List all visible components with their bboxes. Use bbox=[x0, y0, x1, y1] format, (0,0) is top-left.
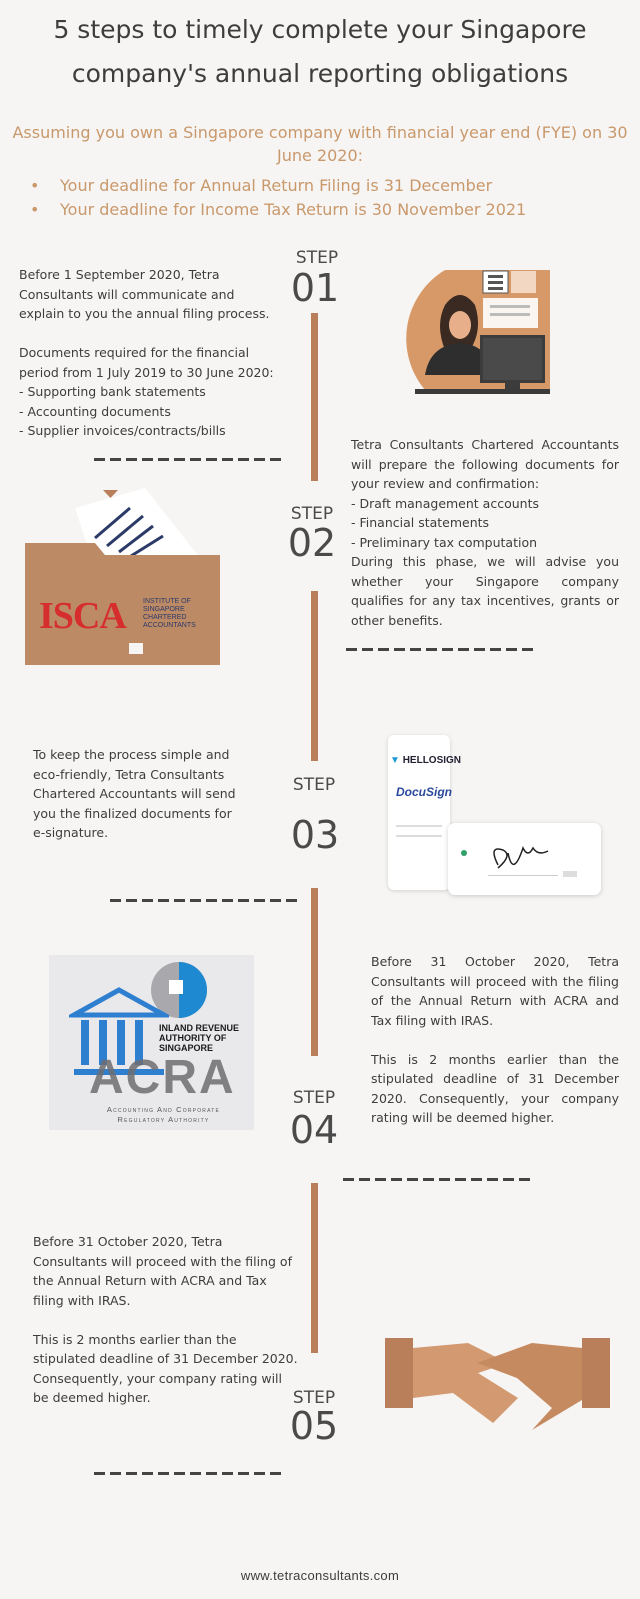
timeline-line bbox=[311, 591, 318, 761]
handshake-icon bbox=[385, 1333, 610, 1433]
divider bbox=[94, 458, 284, 461]
step-4-text: Before 31 October 2020, Tetra Consultants will proceed with the filing of the Annual Return with ACRA and Tax filing with IRAS. This is 2 months earlier than the stipulated deadline of 31 December 2020. Consequently, your company rating will be deemed higher. bbox=[371, 954, 619, 1125]
timeline-line bbox=[311, 313, 318, 481]
deadline-item: • Your deadline for Annual Return Filing is 31 December bbox=[30, 174, 526, 198]
step-1-text: Before 1 September 2020, Tetra Consultants will communicate and explain to you the annual filing process. Documents required for the financial period from 1 July 2019 to 30 June 2020: - Supporting bank statements - Accounting documents - Supplier invoices/contracts/bills bbox=[19, 267, 274, 438]
esignature-illustration bbox=[388, 735, 603, 897]
step-2-text: Tetra Consultants Chartered Accountants will prepare the following documents for your review and confirmation: - Draft management accounts - Financial statements - Preliminary tax computation During this phase, we will advise you whether your Singapore company qualifies for any tax incentives, grants or other benefits. bbox=[351, 437, 619, 628]
step-2-label: STEP bbox=[290, 504, 334, 524]
deadline-list bbox=[30, 174, 526, 222]
deadline-item: • Your deadline for Income Tax Return is 30 November 2021 bbox=[30, 198, 526, 222]
step-5-label: STEP bbox=[292, 1388, 336, 1408]
intro-text: Assuming you own a Singapore company with financial year end (FYE) on 30 June 2020: bbox=[12, 123, 628, 165]
step-3-number: 03 bbox=[290, 813, 340, 857]
divider bbox=[343, 1178, 531, 1181]
step-5-number: 05 bbox=[289, 1404, 339, 1448]
iras-acra-logos: INLAND REVENUE AUTHORITY OF SINGAPORE ACRA Accounting And Corporate Regulatory Authority bbox=[49, 955, 254, 1130]
website-url[interactable]: www.tetraconsultants.com bbox=[240, 1568, 400, 1583]
step-3-text: To keep the process simple and eco-friendly, Tetra Consultants Chartered Accountants will send you the finalized documents for e-signature. bbox=[33, 747, 236, 840]
step-4-number: 04 bbox=[289, 1108, 339, 1152]
timeline-line bbox=[311, 1183, 318, 1353]
divider bbox=[346, 648, 534, 651]
docusign-logo: DocuSign bbox=[396, 785, 452, 799]
step-3-label: STEP bbox=[292, 775, 336, 795]
hellosign-icon: ▼ bbox=[390, 755, 400, 766]
step-5-text: Before 31 October 2020, Tetra Consultants will proceed with the filing of the Annual Return with ACRA and Tax filing with IRAS. This is 2 months earlier than the stipulated deadline of 31 December 2020. Consequently, your company rating will be deemed higher. bbox=[33, 1234, 298, 1405]
hellosign-logo: HELLOSIGN bbox=[402, 755, 462, 766]
divider bbox=[94, 1472, 284, 1475]
document-icon bbox=[25, 488, 225, 668]
isca-folder-illustration: ISCA INSTITUTE OF SINGAPORE CHARTERED ACCOUNTANTS bbox=[25, 488, 225, 668]
timeline-line bbox=[311, 888, 318, 1056]
woman-at-computer-illustration bbox=[405, 265, 550, 395]
step-1-number: 01 bbox=[290, 266, 340, 310]
step-2-number: 02 bbox=[287, 521, 337, 565]
step-1-label: STEP bbox=[295, 248, 339, 268]
divider bbox=[110, 899, 300, 902]
acra-logo: ACRA bbox=[89, 1051, 236, 1104]
page-title: 5 steps to timely complete your Singapore company's annual reporting obligations bbox=[53, 15, 587, 88]
signature-icon bbox=[458, 835, 588, 885]
isca-logo: ISCA bbox=[39, 595, 126, 637]
step-4-label: STEP bbox=[292, 1088, 336, 1108]
